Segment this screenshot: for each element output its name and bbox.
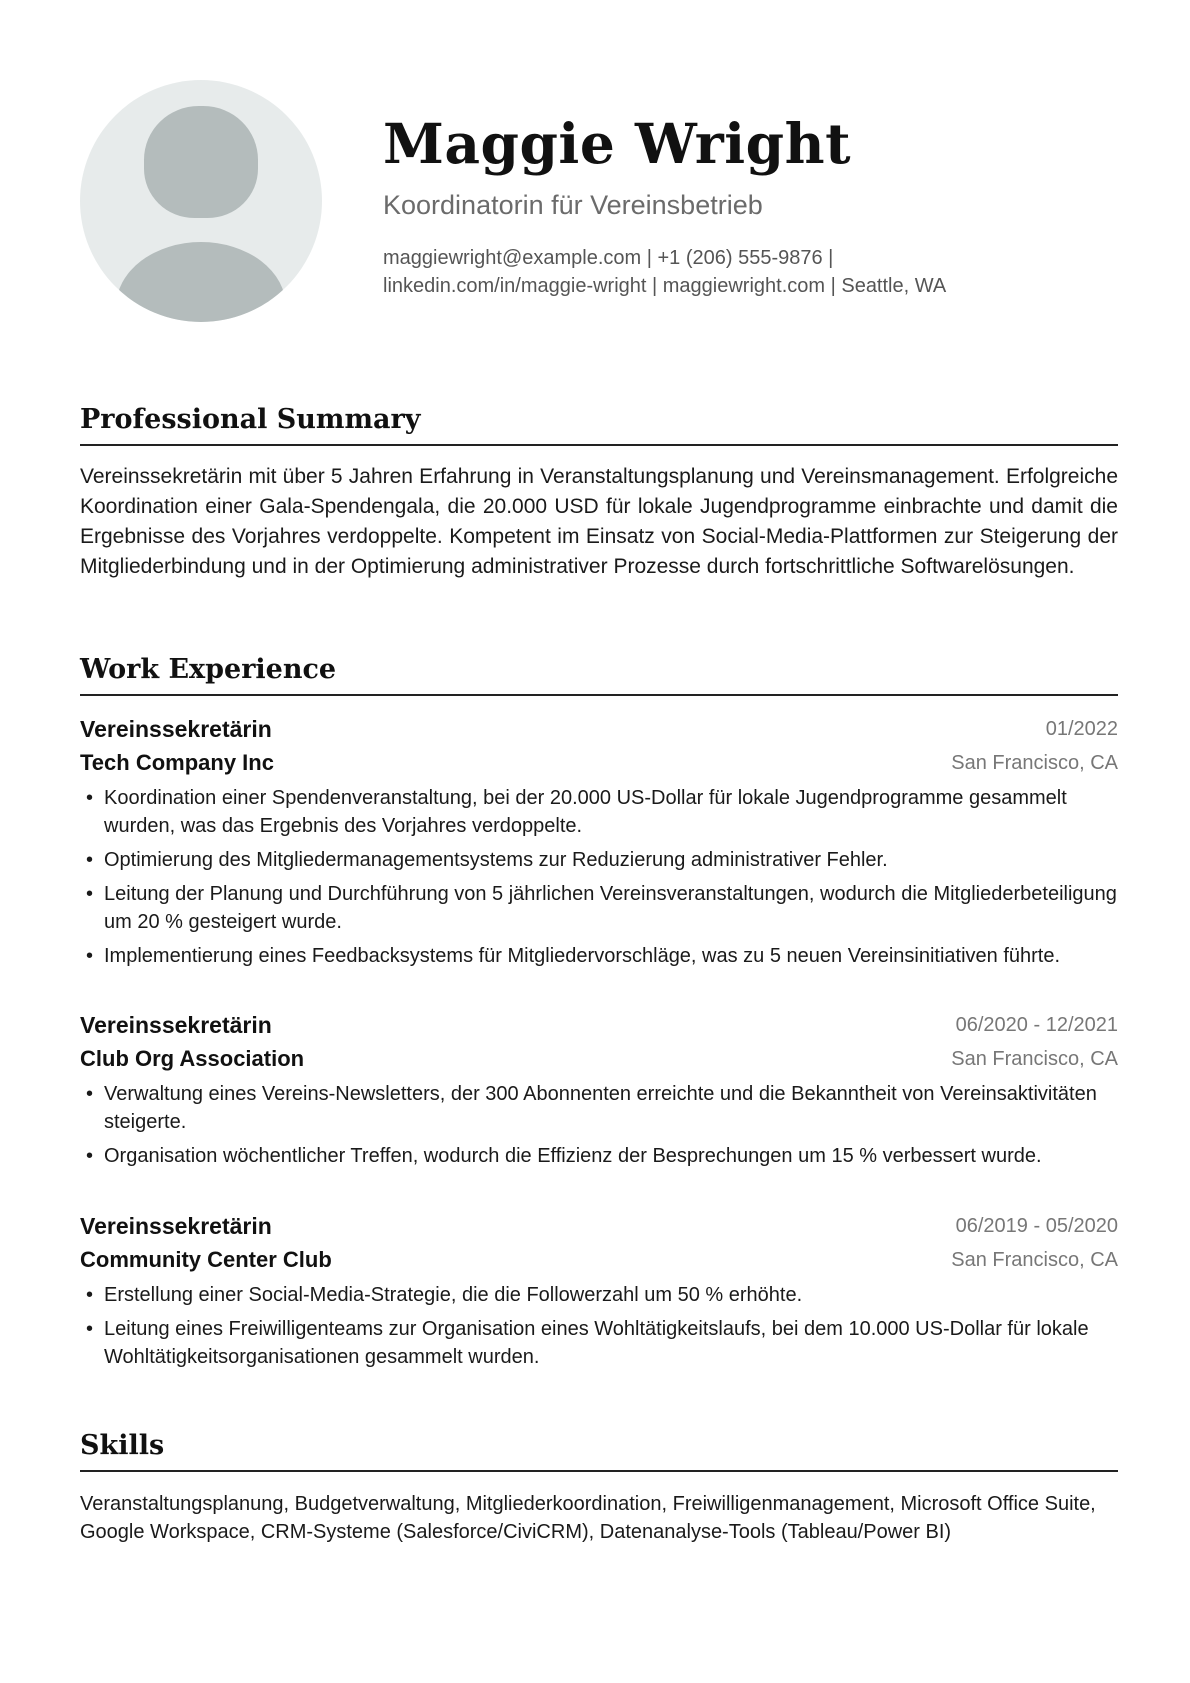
contact-line-1: maggiewright@example.com | +1 (206) 555-9876 | [383, 247, 834, 269]
job-bullet: • Erstellung einer Social-Media-Strategie, die die Followerzahl um 50 % erhöhte. [80, 1281, 1118, 1309]
experience-section [80, 650, 1118, 696]
job-bullet: • Verwaltung eines Vereins-Newsletters, der 300 Abonnenten erreichte und die Bekanntheit von Vereinsaktivitäten steigerte. [80, 1080, 1118, 1136]
job-date: 01/2022 [1045, 718, 1118, 740]
contact-line-2: linkedin.com/in/maggie-wright | maggiewright.com | Seattle, WA [383, 275, 947, 297]
summary-text: Vereinssekretärin mit über 5 Jahren Erfahrung in Veranstaltungsplanung und Vereinsmanagement. Erfolgreiche Koordination einer Gala-Spendengala, die 20.000 USD für lokale Jugendprogramme einbrachte und damit die Ergebnisse des Vorjahres verdoppelte. Kompetent im Einsatz von Social-Media-Plattformen zur Steigerung der Mitgliederbindung und in der Optimierung administrativer Prozesse durch fortschrittliche Softwarelösungen. [80, 465, 1118, 578]
contact-info [383, 244, 1023, 300]
job-header [80, 1209, 1118, 1243]
job-title: Vereinssekretärin [80, 716, 272, 742]
job-title: Vereinssekretärin [80, 1012, 272, 1038]
job-location: San Francisco, CA [951, 1048, 1118, 1070]
skills-section [80, 1426, 1118, 1546]
job-bullets [80, 784, 1118, 970]
job-bullets [80, 1080, 1118, 1170]
job-header [80, 712, 1118, 746]
job-company: Club Org Association [80, 1046, 305, 1071]
job-date: 06/2019 - 05/2020 [955, 1215, 1118, 1237]
job-bullet: • Implementierung eines Feedbacksystems für Mitgliedervorschläge, was zu 5 neuen Vereinsinitiativen führte. [80, 942, 1118, 970]
job-subheader [80, 746, 1118, 780]
candidate-name: Maggie Wright [383, 111, 851, 176]
job-bullet: • Optimierung des Mitgliedermanagementsystems zur Reduzierung administrativer Fehler. [80, 846, 1118, 874]
job-entry [80, 1209, 1118, 1377]
job-title: Vereinssekretärin [80, 1213, 272, 1239]
job-location: San Francisco, CA [951, 1249, 1118, 1271]
candidate-title: Koordinatorin für Vereinsbetrieb [383, 190, 763, 220]
job-bullet: • Leitung der Planung und Durchführung von 5 jährlichen Vereinsveranstaltungen, wodurch die Mitgliederbeteiligung um 20 % gesteigert wurde. [80, 880, 1118, 936]
avatar-head-shape [144, 106, 258, 218]
job-entry [80, 712, 1118, 976]
section-divider [80, 694, 1118, 696]
section-divider [80, 1470, 1118, 1472]
job-entry [80, 1008, 1118, 1176]
section-divider [80, 444, 1118, 446]
job-date: 06/2020 - 12/2021 [955, 1014, 1118, 1036]
avatar-body-shape [116, 242, 286, 322]
job-bullet: • Leitung eines Freiwilligenteams zur Organisation eines Wohltätigkeitslaufs, bei dem 10.000 US-Dollar für lokale Wohltätigkeitsorganisationen gesammelt wurden. [80, 1315, 1118, 1371]
skills-list: Veranstaltungsplanung, Budgetverwaltung, Mitgliederkoordination, Freiwilligenmanagement, Microsoft Office Suite, Google Workspace, CRM-Systeme (Salesforce/CiviCRM), Datenanalyse-Tools (Tableau/Power BI) [80, 1493, 1096, 1543]
job-header [80, 1008, 1118, 1042]
skills-heading: Skills [80, 1430, 165, 1461]
person-placeholder-icon [80, 80, 322, 322]
summary-section [80, 400, 1118, 582]
summary-heading: Professional Summary [80, 404, 421, 435]
job-bullet: • Organisation wöchentlicher Treffen, wodurch die Effizienz der Besprechungen um 15 % verbessert wurde. [80, 1142, 1118, 1170]
job-bullet: • Koordination einer Spendenveranstaltung, bei der 20.000 US-Dollar für lokale Jugendprogramme gesammelt wurden, was das Ergebnis des Vorjahres verdoppelte. [80, 784, 1118, 840]
job-bullets [80, 1281, 1118, 1371]
job-location: San Francisco, CA [951, 752, 1118, 774]
experience-heading: Work Experience [80, 654, 337, 685]
job-subheader [80, 1243, 1118, 1277]
job-company: Tech Company Inc [80, 750, 274, 775]
job-subheader [80, 1042, 1118, 1076]
job-company: Community Center Club [80, 1247, 332, 1272]
